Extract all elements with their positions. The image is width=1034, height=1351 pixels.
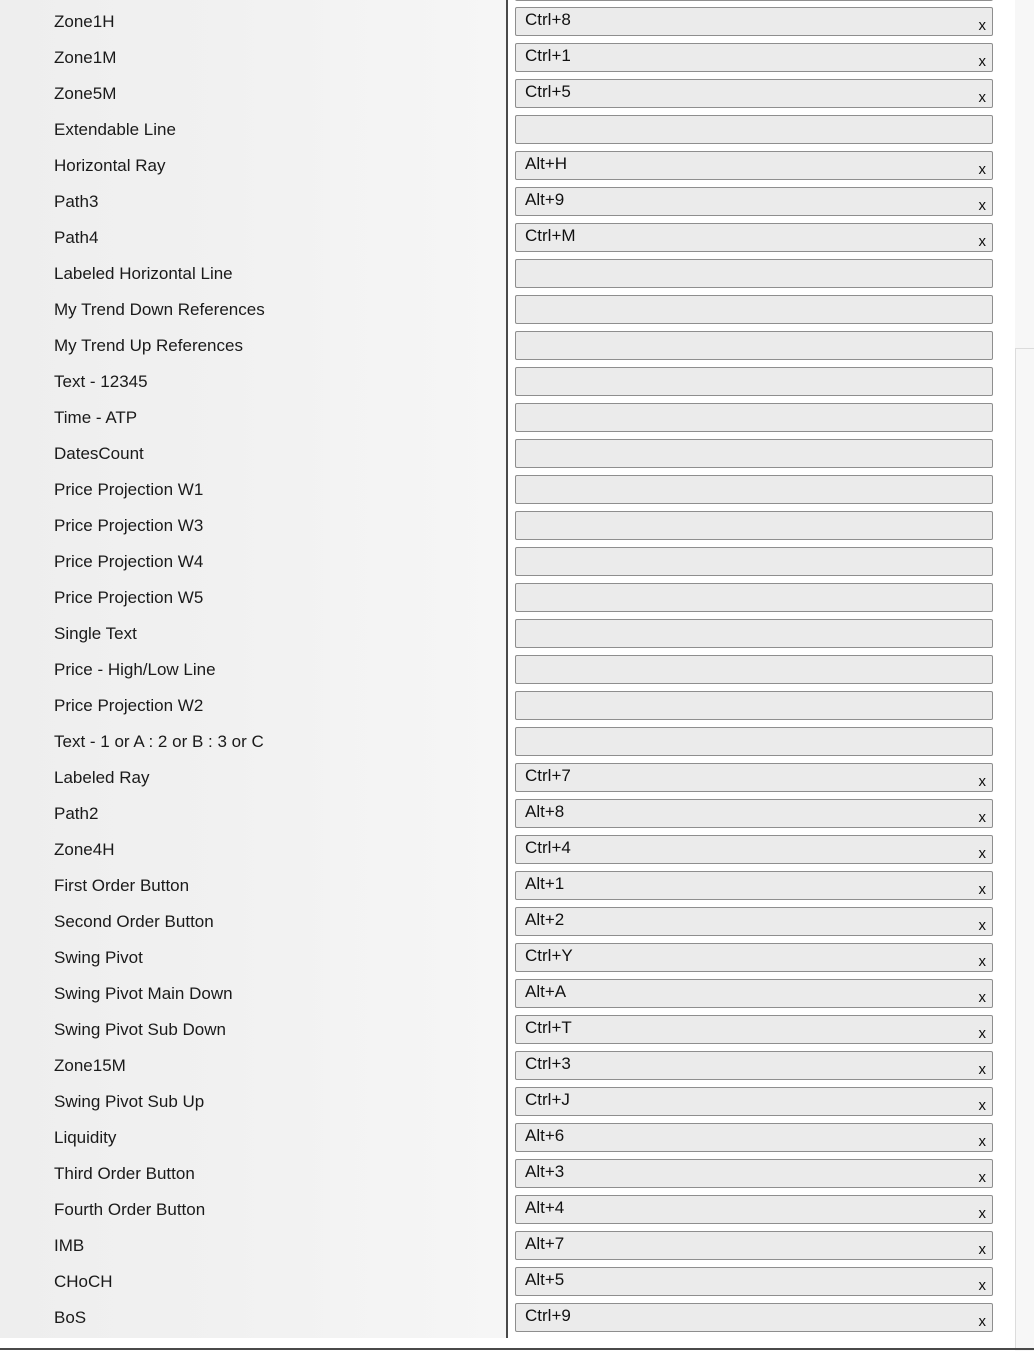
tool-name-label: Path3 bbox=[54, 192, 99, 211]
hotkey-row bbox=[0, 436, 1015, 472]
hotkey-input[interactable] bbox=[515, 259, 993, 288]
hotkey-row bbox=[0, 796, 1015, 832]
tool-name-label: My Trend Up References bbox=[54, 336, 243, 355]
hotkey-value: Alt+8 bbox=[525, 802, 565, 821]
hotkey-input[interactable] bbox=[515, 907, 993, 936]
tool-name-label: Zone4H bbox=[54, 840, 115, 859]
clear-hotkey-button[interactable]: x bbox=[978, 773, 986, 790]
clear-hotkey-button[interactable]: x bbox=[978, 1205, 986, 1222]
hotkey-row bbox=[0, 112, 1015, 148]
clear-hotkey-button[interactable]: x bbox=[978, 53, 986, 70]
hotkey-row bbox=[0, 724, 1015, 760]
hotkey-value: Ctrl+4 bbox=[525, 838, 571, 857]
hotkey-input[interactable] bbox=[515, 1087, 993, 1116]
hotkey-row bbox=[0, 760, 1015, 796]
hotkey-row bbox=[0, 184, 1015, 220]
tool-name-label: IMB bbox=[54, 1236, 85, 1255]
clear-hotkey-button[interactable]: x bbox=[978, 1277, 986, 1294]
clear-hotkey-button[interactable]: x bbox=[978, 1241, 986, 1258]
hotkey-value: Alt+A bbox=[525, 982, 567, 1001]
hotkey-row bbox=[0, 220, 1015, 256]
hotkey-row bbox=[0, 328, 1015, 364]
hotkey-input[interactable] bbox=[515, 979, 993, 1008]
tool-name-label: Swing Pivot Main Down bbox=[54, 984, 233, 1003]
tool-name-label: Path2 bbox=[54, 804, 99, 823]
hotkey-value: Alt+2 bbox=[525, 910, 565, 929]
hotkey-row bbox=[0, 400, 1015, 436]
tool-name-label: Zone5M bbox=[54, 84, 117, 103]
hotkey-input[interactable] bbox=[515, 475, 993, 504]
hotkey-value: Alt+6 bbox=[525, 1126, 565, 1145]
clear-hotkey-button[interactable]: x bbox=[978, 1061, 986, 1078]
hotkey-input[interactable] bbox=[515, 223, 993, 252]
hotkey-input[interactable] bbox=[515, 7, 993, 36]
hotkey-row bbox=[0, 652, 1015, 688]
scrollbar-track bbox=[1015, 348, 1016, 1348]
hotkey-input[interactable] bbox=[515, 583, 993, 612]
hotkey-input[interactable] bbox=[515, 1195, 993, 1224]
hotkey-input[interactable] bbox=[515, 115, 993, 144]
clear-hotkey-button[interactable]: x bbox=[978, 845, 986, 862]
hotkey-row bbox=[0, 688, 1015, 724]
hotkey-input[interactable] bbox=[515, 727, 993, 756]
hotkey-value: Alt+1 bbox=[525, 874, 565, 893]
hotkey-value: Ctrl+J bbox=[525, 1090, 570, 1109]
hotkey-input[interactable] bbox=[515, 1267, 993, 1296]
hotkey-row bbox=[0, 1192, 1015, 1228]
scrollbar-thumb[interactable] bbox=[1016, 0, 1034, 349]
hotkey-value: Ctrl+9 bbox=[525, 1306, 571, 1325]
hotkey-row bbox=[0, 292, 1015, 328]
tool-name-label: Path4 bbox=[54, 228, 99, 247]
clear-hotkey-button[interactable]: x bbox=[978, 1097, 986, 1114]
tool-name-label: Price Projection W2 bbox=[54, 696, 204, 715]
hotkey-input[interactable] bbox=[515, 835, 993, 864]
hotkey-value: Ctrl+T bbox=[525, 1018, 572, 1037]
hotkey-row bbox=[0, 1264, 1015, 1300]
tool-name-label: DatesCount bbox=[54, 444, 144, 463]
hotkey-row bbox=[0, 472, 1015, 508]
hotkey-input[interactable] bbox=[515, 511, 993, 540]
clear-hotkey-button[interactable]: x bbox=[978, 233, 986, 250]
clear-hotkey-button[interactable]: x bbox=[978, 197, 986, 214]
hotkey-row bbox=[0, 1120, 1015, 1156]
hotkey-input-partial[interactable] bbox=[515, 0, 993, 1]
hotkey-input[interactable] bbox=[515, 1231, 993, 1260]
clear-hotkey-button[interactable]: x bbox=[978, 881, 986, 898]
hotkey-input[interactable] bbox=[515, 799, 993, 828]
tool-name-label: Price Projection W1 bbox=[54, 480, 204, 499]
hotkey-row bbox=[0, 544, 1015, 580]
hotkey-row bbox=[0, 364, 1015, 400]
tool-name-label: Labeled Ray bbox=[54, 768, 150, 787]
clear-hotkey-button[interactable]: x bbox=[978, 989, 986, 1006]
hotkey-input[interactable] bbox=[515, 943, 993, 972]
hotkey-row bbox=[0, 904, 1015, 940]
hotkey-row bbox=[0, 1156, 1015, 1192]
clear-hotkey-button[interactable]: x bbox=[978, 1169, 986, 1186]
tool-name-label: Horizontal Ray bbox=[54, 156, 166, 175]
hotkey-value: Alt+H bbox=[525, 154, 568, 173]
panel-bottom-border bbox=[0, 1348, 1034, 1350]
hotkey-row bbox=[0, 1084, 1015, 1120]
tool-name-label: Swing Pivot Sub Down bbox=[54, 1020, 226, 1039]
hotkey-input[interactable] bbox=[515, 655, 993, 684]
hotkey-row bbox=[0, 868, 1015, 904]
hotkey-value: Alt+7 bbox=[525, 1234, 565, 1253]
tool-name-label: Liquidity bbox=[54, 1128, 117, 1147]
hotkey-row bbox=[0, 4, 1015, 40]
clear-hotkey-button[interactable]: x bbox=[978, 809, 986, 826]
hotkey-input[interactable] bbox=[515, 1159, 993, 1188]
hotkey-value: Ctrl+5 bbox=[525, 82, 571, 101]
clear-hotkey-button[interactable]: x bbox=[978, 161, 986, 178]
hotkey-row bbox=[0, 40, 1015, 76]
tool-name-label: Zone15M bbox=[54, 1056, 126, 1075]
tool-name-label: Zone1M bbox=[54, 48, 117, 67]
tool-name-label: Time - ATP bbox=[54, 408, 138, 427]
tool-name-label: Text - 1 or A : 2 or B : 3 or C bbox=[54, 732, 264, 751]
hotkey-row bbox=[0, 940, 1015, 976]
tool-name-label: First Order Button bbox=[54, 876, 190, 895]
hotkey-input[interactable] bbox=[515, 1123, 993, 1152]
tool-name-label: My Trend Down References bbox=[54, 300, 265, 319]
hotkey-value: Alt+5 bbox=[525, 1270, 565, 1289]
hotkey-value: Ctrl+M bbox=[525, 226, 576, 245]
hotkey-row bbox=[0, 1048, 1015, 1084]
hotkey-input[interactable] bbox=[515, 439, 993, 468]
clear-hotkey-button[interactable]: x bbox=[978, 1025, 986, 1042]
hotkey-value: Ctrl+Y bbox=[525, 946, 573, 965]
hotkey-row bbox=[0, 76, 1015, 112]
tool-name-label: Text - 12345 bbox=[54, 372, 148, 391]
tool-name-label: CHoCH bbox=[54, 1272, 113, 1291]
tool-name-label: Price Projection W4 bbox=[54, 552, 204, 571]
clear-hotkey-button[interactable]: x bbox=[978, 17, 986, 34]
tool-name-label: Price Projection W3 bbox=[54, 516, 204, 535]
hotkey-value: Ctrl+8 bbox=[525, 10, 571, 29]
tool-name-label: Price - High/Low Line bbox=[54, 660, 216, 679]
tool-name-label: Swing Pivot bbox=[54, 948, 143, 967]
tool-name-label: Price Projection W5 bbox=[54, 588, 204, 607]
hotkey-input[interactable] bbox=[515, 367, 993, 396]
hotkey-value: Alt+9 bbox=[525, 190, 565, 209]
hotkey-row bbox=[0, 616, 1015, 652]
clear-hotkey-button[interactable]: x bbox=[978, 1313, 986, 1330]
clear-hotkey-button[interactable]: x bbox=[978, 89, 986, 106]
hotkey-input[interactable] bbox=[515, 331, 993, 360]
hotkey-value: Alt+4 bbox=[525, 1198, 565, 1217]
hotkey-input[interactable] bbox=[515, 1303, 993, 1332]
hotkey-input[interactable] bbox=[515, 691, 993, 720]
hotkey-input[interactable] bbox=[515, 187, 993, 216]
hotkey-row bbox=[0, 1300, 1015, 1336]
hotkey-input[interactable] bbox=[515, 547, 993, 576]
tool-name-label: Single Text bbox=[54, 624, 137, 643]
hotkey-input[interactable] bbox=[515, 619, 993, 648]
tool-name-label: BoS bbox=[54, 1308, 87, 1327]
hotkey-input[interactable] bbox=[515, 295, 993, 324]
hotkey-input[interactable] bbox=[515, 1051, 993, 1080]
hotkey-row bbox=[0, 148, 1015, 184]
hotkey-row bbox=[0, 976, 1015, 1012]
tool-name-label: Third Order Button bbox=[54, 1164, 195, 1183]
hotkey-input[interactable] bbox=[515, 763, 993, 792]
clear-hotkey-button[interactable]: x bbox=[978, 1133, 986, 1150]
tool-name-label: Extendable Line bbox=[54, 120, 176, 139]
hotkey-row bbox=[0, 832, 1015, 868]
tool-name-label: Fourth Order Button bbox=[54, 1200, 206, 1219]
hotkey-input[interactable] bbox=[515, 1015, 993, 1044]
hotkey-input[interactable] bbox=[515, 871, 993, 900]
hotkey-row bbox=[0, 1228, 1015, 1264]
tool-name-label: Labeled Horizontal Line bbox=[54, 264, 233, 283]
tool-name-label: Swing Pivot Sub Up bbox=[54, 1092, 205, 1111]
hotkey-row bbox=[0, 1012, 1015, 1048]
tool-name-label: Second Order Button bbox=[54, 912, 214, 931]
hotkey-input[interactable] bbox=[515, 151, 993, 180]
hotkey-value: Alt+3 bbox=[525, 1162, 565, 1181]
hotkey-input[interactable] bbox=[515, 403, 993, 432]
hotkey-value: Ctrl+1 bbox=[525, 46, 571, 65]
hotkey-row bbox=[0, 256, 1015, 292]
hotkey-input[interactable] bbox=[515, 79, 993, 108]
clear-hotkey-button[interactable]: x bbox=[978, 917, 986, 934]
clear-hotkey-button[interactable]: x bbox=[978, 953, 986, 970]
hotkey-input[interactable] bbox=[515, 43, 993, 72]
tool-name-label: Zone1H bbox=[54, 12, 115, 31]
hotkey-row bbox=[0, 508, 1015, 544]
hotkey-value: Ctrl+7 bbox=[525, 766, 571, 785]
hotkey-value: Ctrl+3 bbox=[525, 1054, 571, 1073]
hotkey-row bbox=[0, 580, 1015, 616]
